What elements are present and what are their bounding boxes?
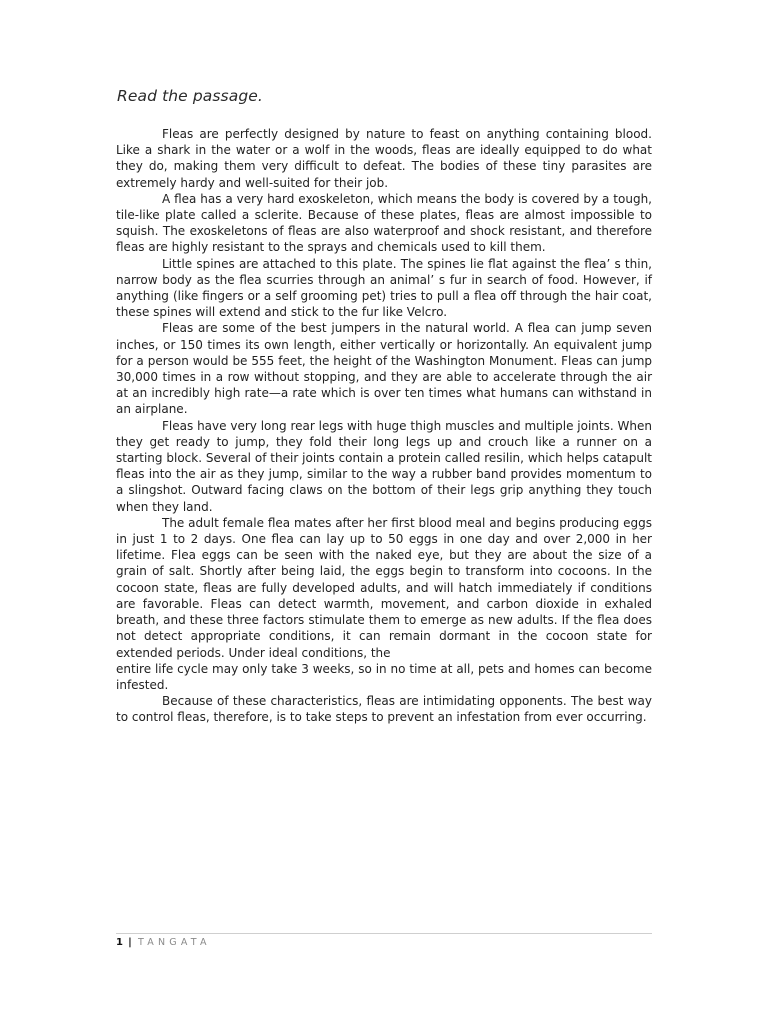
paragraph-4: Fleas are some of the best jumpers in the natural world. A flea can jump seven inches, or 150 times its own length, either vertically or horizontally. An equivalent jump for a person would be 555 feet, the height of the Washington Monument. Fleas can jump 30,000 times in a row without stopping, and they are able to accelerate through the air at an incredibly high rate—a rate which is over ten times what humans can withstand in an airplane. — [116, 321, 652, 417]
paragraph-3: Little spines are attached to this plate. The spines lie flat against the flea’ s thin, narrow body as the flea scurries through an animal’ s fur in search of food. However, if anything (like fingers or a self grooming pet) tries to pull a flea off through the hair coat, these spines will extend and stick to the fur like Velcro. — [116, 256, 652, 320]
paragraph-1: Fleas are perfectly designed by nature to feast on anything containing blood. Like a shark in the water or a wolf in the woods, fleas are ideally equipped to do what they do, making them very difficult to defeat. The bodies of these tiny parasites are extremely hardy and well-suited for their job. — [116, 127, 652, 190]
page-footer — [116, 937, 211, 948]
footer-brand: TANGATA — [138, 937, 211, 948]
page-number: 1 — [116, 937, 123, 948]
paragraph-2: A flea has a very hard exoskeleton, which means the body is covered by a tough, tile-like plate called a sclerite. Because of these plates, fleas are almost impossible to squish. The exoskeletons of fleas are also waterproof and shock resistant, and therefore fleas are highly resistant to the sprays and chemicals used to kill them. — [116, 191, 652, 255]
paragraph-6: The adult female flea mates after her first blood meal and begins producing eggs in just 1 to 2 days. One flea can lay up to 50 eggs in one day and over 2,000 in her lifetime. Flea eggs can be seen with the naked eye, but they are about the size of a grain of salt. Shortly after being laid, the eggs begin to transform into cocoons. In the cocoon state, fleas are fully developed adults, and will hatch immediately if conditions are favorable. Fleas can detect warmth, movement, and carbon dioxide in exhaled breath, and these three factors stimulate them to emerge as new adults. If the flea does not detect appropriate conditions, it can remain dormant in the cocoon state for extended periods. Under ideal conditions, the — [116, 515, 652, 660]
footer-separator: | — [128, 937, 132, 948]
paragraph-7: Because of these characteristics, fleas are intimidating opponents. The best way to control fleas, therefore, is to take steps to prevent an infestation from ever occurring. — [116, 694, 652, 725]
passage-heading: Read the passage. — [117, 87, 263, 105]
footer-divider — [116, 933, 652, 934]
paragraph-5: Fleas have very long rear legs with huge thigh muscles and multiple joints. When they get ready to jump, they fold their long legs up and crouch like a runner on a starting block. Several of their joints contain a protein called resilin, which helps catapult fleas into the air as they jump, similar to the way a rubber band provides momentum to a slingshot. Outward facing claws on the bottom of their legs grip anything they touch when they land. — [116, 418, 652, 514]
paragraph-6-continuation: entire life cycle may only take 3 weeks, so in no time at all, pets and homes can become infested. — [116, 661, 652, 692]
passage-body — [116, 126, 652, 726]
